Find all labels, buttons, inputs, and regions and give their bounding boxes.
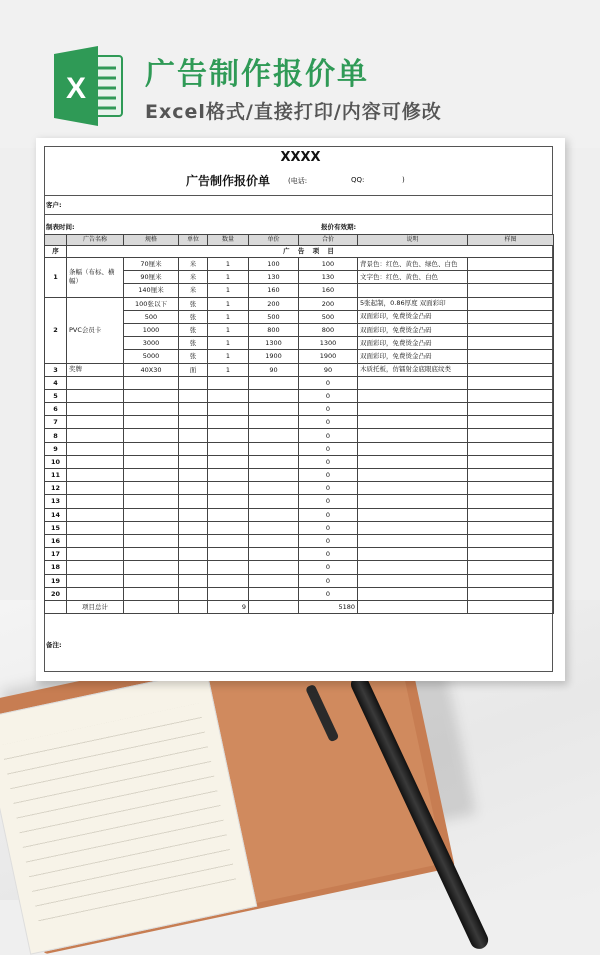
validity-label: 报价有效期:: [321, 223, 357, 231]
empty-cell: [208, 469, 249, 482]
row-seq: 18: [45, 561, 67, 574]
row-price: 1300: [249, 337, 299, 350]
empty-cell: [249, 495, 299, 508]
empty-cell: [468, 548, 554, 561]
table-row: [45, 495, 554, 508]
row-seq: 3: [45, 363, 67, 376]
empty-cell: [468, 376, 554, 389]
row-spec: 90厘米: [124, 271, 179, 284]
empty-cell: [179, 469, 208, 482]
table-header-row: [45, 235, 554, 246]
empty-cell: [179, 534, 208, 547]
row-seq: 11: [45, 469, 67, 482]
row-total: 0: [299, 508, 358, 521]
empty-cell: [468, 508, 554, 521]
row-price: 1900: [249, 350, 299, 363]
row-seq: 2: [45, 297, 67, 363]
row-sample: [468, 297, 554, 310]
empty-cell: [179, 455, 208, 468]
empty-cell: [124, 416, 179, 429]
empty-cell: [249, 574, 299, 587]
row-seq: 16: [45, 534, 67, 547]
empty-cell: [249, 455, 299, 468]
empty-cell: [179, 587, 208, 600]
row-unit: 面: [179, 363, 208, 376]
empty-cell: [249, 587, 299, 600]
row-spec: 140厘米: [124, 284, 179, 297]
row-spec: 40X30: [124, 363, 179, 376]
empty-cell: [179, 548, 208, 561]
row-total: 0: [299, 534, 358, 547]
row-sample: [468, 363, 554, 376]
row-total: 160: [299, 284, 358, 297]
row-seq: 6: [45, 403, 67, 416]
empty-cell: [208, 495, 249, 508]
empty-cell: [67, 574, 124, 587]
empty-cell: [358, 534, 468, 547]
empty-cell: [67, 429, 124, 442]
empty-cell: [124, 376, 179, 389]
row-unit: 张: [179, 310, 208, 323]
empty-cell: [124, 587, 179, 600]
empty-cell: [179, 495, 208, 508]
table-row: [45, 363, 554, 376]
empty-cell: [67, 508, 124, 521]
empty-cell: [179, 429, 208, 442]
empty-cell: [67, 495, 124, 508]
row-qty: 1: [208, 350, 249, 363]
empty-cell: [179, 561, 208, 574]
row-total: 0: [299, 416, 358, 429]
column-header: 合价: [299, 235, 358, 246]
empty-cell: [249, 561, 299, 574]
row-unit: 张: [179, 337, 208, 350]
category-label: 广 告 项 目: [67, 246, 554, 258]
row-sample: [468, 310, 554, 323]
row-spec: 5000: [124, 350, 179, 363]
row-desc: 背景色：红色、黄色、绿色、白色: [358, 258, 468, 271]
summary-total: 5180: [299, 600, 358, 613]
empty-cell: [67, 482, 124, 495]
row-desc: 双面彩印，免费烫金凸码: [358, 350, 468, 363]
row-seq: 20: [45, 587, 67, 600]
row-price: 90: [249, 363, 299, 376]
empty-cell: [67, 403, 124, 416]
empty-cell: [468, 482, 554, 495]
empty-cell: [249, 403, 299, 416]
table-row: [45, 482, 554, 495]
row-seq: 4: [45, 376, 67, 389]
row-total: 100: [299, 258, 358, 271]
empty-cell: [67, 587, 124, 600]
empty-cell: [67, 548, 124, 561]
column-header: 广告名称: [67, 235, 124, 246]
empty-cell: [249, 429, 299, 442]
row-sample: [468, 284, 554, 297]
empty-cell: [67, 389, 124, 402]
row-desc: 木质托板，仿镭射金底眼底纹类: [358, 363, 468, 376]
empty-cell: [124, 469, 179, 482]
row-qty: 1: [208, 271, 249, 284]
empty-cell: [208, 548, 249, 561]
row-total: 0: [299, 495, 358, 508]
column-header: 样图: [468, 235, 554, 246]
empty-cell: [67, 442, 124, 455]
row-total: 800: [299, 323, 358, 336]
customer-label: 客户:: [46, 201, 62, 209]
row-sample: [468, 323, 554, 336]
paren-close: ): [402, 176, 405, 184]
row-seq: 7: [45, 416, 67, 429]
date-label: 制表时间:: [46, 223, 75, 231]
row-price: 130: [249, 271, 299, 284]
empty-cell: [249, 376, 299, 389]
empty-cell: [249, 548, 299, 561]
row-total: 0: [299, 587, 358, 600]
empty-cell: [358, 442, 468, 455]
row-qty: 1: [208, 363, 249, 376]
row-total: 0: [299, 521, 358, 534]
row-desc: 5张起制，0.86厚度 双面彩印: [358, 297, 468, 310]
empty-cell: [124, 561, 179, 574]
empty-cell: [358, 587, 468, 600]
row-price: 800: [249, 323, 299, 336]
row-price: 160: [249, 284, 299, 297]
empty-cell: [179, 508, 208, 521]
row-total: 1300: [299, 337, 358, 350]
empty-cell: [208, 455, 249, 468]
empty-cell: [208, 587, 249, 600]
empty-cell: [208, 574, 249, 587]
empty-cell: [208, 429, 249, 442]
row-total: 0: [299, 469, 358, 482]
empty-cell: [208, 561, 249, 574]
empty-cell: [358, 600, 468, 613]
empty-cell: [249, 534, 299, 547]
row-desc: 双面彩印，免费烫金凸码: [358, 310, 468, 323]
empty-cell: [468, 574, 554, 587]
table-row: [45, 521, 554, 534]
empty-cell: [358, 495, 468, 508]
summary-qty: 9: [208, 600, 249, 613]
empty-cell: [358, 548, 468, 561]
empty-cell: [124, 403, 179, 416]
row-unit: 米: [179, 271, 208, 284]
row-unit: 张: [179, 350, 208, 363]
empty-cell: [249, 416, 299, 429]
row-qty: 1: [208, 297, 249, 310]
empty-cell: [468, 534, 554, 547]
empty-cell: [208, 534, 249, 547]
table-row: [45, 534, 554, 547]
empty-cell: [468, 442, 554, 455]
empty-cell: [208, 416, 249, 429]
empty-cell: [124, 389, 179, 402]
empty-cell: [208, 403, 249, 416]
empty-cell: [124, 442, 179, 455]
row-seq: 17: [45, 548, 67, 561]
column-header: 单价: [249, 235, 299, 246]
row-qty: 1: [208, 323, 249, 336]
row-seq: 14: [45, 508, 67, 521]
empty-cell: [124, 455, 179, 468]
table-row: [45, 297, 554, 310]
empty-cell: [124, 429, 179, 442]
row-spec: 500: [124, 310, 179, 323]
row-total: 90: [299, 363, 358, 376]
banner: [0, 0, 600, 148]
row-seq: 12: [45, 482, 67, 495]
empty-cell: [358, 416, 468, 429]
quote-table: [44, 234, 554, 614]
empty-cell: [468, 416, 554, 429]
category-row: [45, 246, 554, 258]
row-price: 500: [249, 310, 299, 323]
table-row: [45, 455, 554, 468]
empty-cell: [124, 548, 179, 561]
table-row: [45, 574, 554, 587]
row-qty: 1: [208, 310, 249, 323]
row-total: 0: [299, 561, 358, 574]
table-row: [45, 561, 554, 574]
table-row: [45, 403, 554, 416]
row-seq: 19: [45, 574, 67, 587]
empty-cell: [358, 574, 468, 587]
empty-cell: [358, 508, 468, 521]
row-spec: 100张以下: [124, 297, 179, 310]
empty-cell: [208, 521, 249, 534]
row-sample: [468, 271, 554, 284]
empty-cell: [468, 587, 554, 600]
empty-cell: [358, 376, 468, 389]
row-unit: 张: [179, 323, 208, 336]
empty-cell: [67, 469, 124, 482]
row-name: PVC会员卡: [67, 297, 124, 363]
empty-cell: [124, 534, 179, 547]
table-row: [45, 429, 554, 442]
summary-label: 项目总计: [67, 600, 124, 613]
empty-cell: [124, 521, 179, 534]
empty-cell: [468, 521, 554, 534]
seq-header: 序: [45, 246, 67, 258]
table-row: [45, 442, 554, 455]
empty-cell: [179, 600, 208, 613]
empty-cell: [249, 389, 299, 402]
empty-cell: [67, 521, 124, 534]
empty-cell: [249, 469, 299, 482]
empty-cell: [67, 534, 124, 547]
row-price: 100: [249, 258, 299, 271]
row-total: 1900: [299, 350, 358, 363]
empty-cell: [208, 389, 249, 402]
empty-cell: [124, 495, 179, 508]
row-seq: 10: [45, 455, 67, 468]
row-total: 0: [299, 389, 358, 402]
table-row: [45, 469, 554, 482]
empty-cell: [468, 455, 554, 468]
table-row: [45, 548, 554, 561]
empty-cell: [249, 482, 299, 495]
empty-cell: [67, 416, 124, 429]
empty-cell: [124, 482, 179, 495]
empty-cell: [208, 482, 249, 495]
row-total: 0: [299, 574, 358, 587]
empty-cell: [45, 600, 67, 613]
empty-cell: [358, 455, 468, 468]
column-header: 规格: [124, 235, 179, 246]
row-total: 0: [299, 403, 358, 416]
row-sample: [468, 337, 554, 350]
table-row: [45, 258, 554, 271]
phone-label: (电话:: [288, 177, 308, 185]
row-sample: [468, 258, 554, 271]
column-header: 说明: [358, 235, 468, 246]
row-spec: 3000: [124, 337, 179, 350]
row-qty: 1: [208, 337, 249, 350]
empty-cell: [468, 469, 554, 482]
row-qty: 1: [208, 258, 249, 271]
empty-cell: [67, 455, 124, 468]
doc-title: XXXX: [280, 150, 321, 165]
empty-cell: [358, 521, 468, 534]
excel-logo-icon: [52, 46, 126, 126]
empty-cell: [249, 508, 299, 521]
row-total: 0: [299, 455, 358, 468]
empty-cell: [358, 429, 468, 442]
banner-title: 广告制作报价单: [145, 57, 369, 92]
row-desc: 双面彩印，免费烫金凸码: [358, 337, 468, 350]
empty-cell: [208, 376, 249, 389]
table-row: [45, 508, 554, 521]
empty-cell: [124, 508, 179, 521]
empty-cell: [468, 429, 554, 442]
row-desc: [358, 284, 468, 297]
empty-cell: [208, 508, 249, 521]
table-row: [45, 389, 554, 402]
quote-sheet: [36, 138, 565, 681]
empty-cell: [249, 442, 299, 455]
empty-cell: [124, 574, 179, 587]
qq-label: QQ:: [351, 176, 365, 184]
column-header: [45, 235, 67, 246]
empty-cell: [358, 561, 468, 574]
doc-subtitle: 广告制作报价单: [186, 174, 271, 188]
empty-cell: [67, 376, 124, 389]
remark-label: 备注:: [46, 641, 62, 649]
empty-cell: [468, 403, 554, 416]
row-qty: 1: [208, 284, 249, 297]
empty-cell: [179, 376, 208, 389]
row-total: 0: [299, 442, 358, 455]
summary-row: [45, 600, 554, 613]
row-total: 0: [299, 376, 358, 389]
row-name: 奖牌: [67, 363, 124, 376]
empty-cell: [179, 482, 208, 495]
empty-cell: [179, 521, 208, 534]
row-total: 130: [299, 271, 358, 284]
empty-cell: [67, 561, 124, 574]
empty-cell: [249, 521, 299, 534]
svg-text:X: X: [65, 72, 87, 105]
empty-cell: [468, 600, 554, 613]
banner-subtitle: Excel格式/直接打印/内容可修改: [145, 101, 442, 123]
empty-cell: [468, 561, 554, 574]
empty-cell: [179, 403, 208, 416]
row-seq: 15: [45, 521, 67, 534]
row-seq: 9: [45, 442, 67, 455]
row-spec: 1000: [124, 323, 179, 336]
row-unit: 米: [179, 258, 208, 271]
row-total: 500: [299, 310, 358, 323]
empty-cell: [468, 389, 554, 402]
empty-cell: [179, 416, 208, 429]
empty-cell: [179, 574, 208, 587]
column-header: 单位: [179, 235, 208, 246]
row-total: 0: [299, 482, 358, 495]
row-unit: 米: [179, 284, 208, 297]
row-seq: 1: [45, 258, 67, 298]
empty-cell: [179, 442, 208, 455]
empty-cell: [179, 389, 208, 402]
empty-cell: [124, 600, 179, 613]
table-row: [45, 416, 554, 429]
empty-cell: [468, 495, 554, 508]
row-desc: 文字色：红色、黄色、白色: [358, 271, 468, 284]
empty-cell: [358, 389, 468, 402]
row-total: 0: [299, 548, 358, 561]
table-row: [45, 587, 554, 600]
row-seq: 13: [45, 495, 67, 508]
row-total: 0: [299, 429, 358, 442]
row-name: 条幅（布标、横幅）: [67, 258, 124, 298]
row-seq: 8: [45, 429, 67, 442]
row-unit: 张: [179, 297, 208, 310]
empty-cell: [358, 403, 468, 416]
empty-cell: [358, 482, 468, 495]
row-spec: 70厘米: [124, 258, 179, 271]
row-desc: 双面彩印，免费烫金凸码: [358, 323, 468, 336]
row-total: 200: [299, 297, 358, 310]
empty-cell: [358, 469, 468, 482]
empty-cell: [208, 442, 249, 455]
row-sample: [468, 350, 554, 363]
column-header: 数量: [208, 235, 249, 246]
row-price: 200: [249, 297, 299, 310]
table-row: [45, 376, 554, 389]
empty-cell: [249, 600, 299, 613]
row-seq: 5: [45, 389, 67, 402]
